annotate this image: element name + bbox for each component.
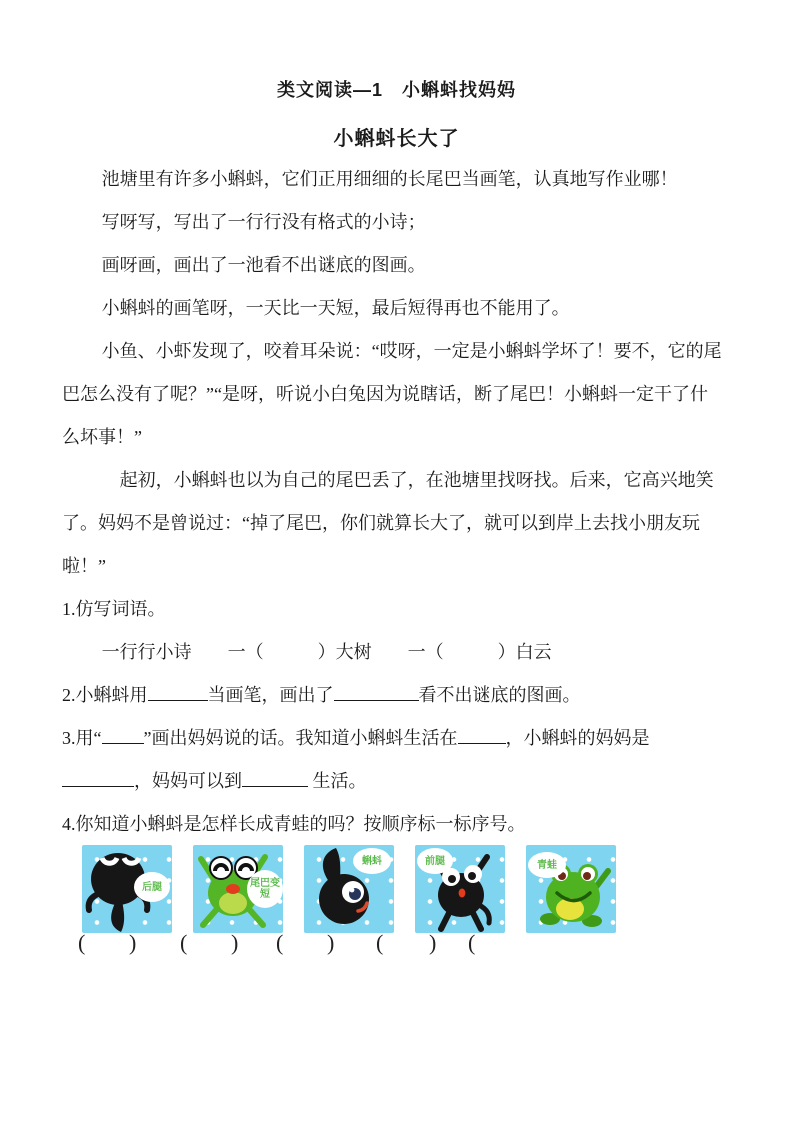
answer-paren: ) <box>231 930 239 955</box>
stage-card-tadpole <box>304 845 394 933</box>
passage-paragraph: 画呀画，画出了一池看不出谜底的图画。 <box>101 255 426 275</box>
speech-bubble <box>417 848 453 874</box>
question-2-text: 看不出谜底的图画。 <box>418 685 581 705</box>
stage-label: 蝌蚪 <box>362 855 382 867</box>
fill-in-blank <box>148 683 208 701</box>
speech-bubble <box>134 872 170 902</box>
fill-in-blank <box>334 683 419 701</box>
stage-label: 青蛙 <box>537 859 557 871</box>
passage-paragraph: 起初，小蝌蚪也以为自己的尾巴丢了，在池塘里找呀找。后来，它高兴地笑了。妈妈不是曾说过：“掉了尾巴，你们就算长大了，就可以到岸上去找小朋友玩啦！” <box>62 470 714 576</box>
stage-label: 后腿 <box>142 881 162 893</box>
answer-paren: ( <box>376 930 384 955</box>
fill-in-blank <box>102 726 144 744</box>
question-3-text: ，妈妈可以到 <box>134 771 242 791</box>
stage-card-front-legs <box>415 845 505 933</box>
answer-paren: ) <box>129 930 137 955</box>
answer-paren: ( <box>276 930 284 955</box>
question-4-label: 4.你知道小蝌蚪是怎样长成青蛙的吗？按顺序标一标序号。 <box>62 814 526 834</box>
stage-picture-strip <box>82 845 616 933</box>
speech-bubble <box>353 848 391 874</box>
answer-paren: ( <box>180 930 188 955</box>
speech-bubble <box>528 852 566 878</box>
stage-card-frog <box>526 845 616 933</box>
question-3-text: 生活。 <box>308 771 367 791</box>
stage-card-hind-legs <box>82 845 172 933</box>
stage-label: 尾巴变短 <box>250 878 280 900</box>
fill-in-blank <box>62 769 134 787</box>
fill-in-blank <box>242 769 308 787</box>
stage-card-tail-shorter <box>193 845 283 933</box>
question-3-text: ，小蝌蚪的妈妈是 <box>505 728 650 748</box>
answer-paren: ) <box>429 930 437 955</box>
question-2-text: 2.小蝌蚪用 <box>62 685 148 705</box>
answer-paren: ( <box>78 930 86 955</box>
answer-paren: ( <box>468 930 476 955</box>
page-title: 类文阅读—1 小蝌蚪找妈妈 <box>276 80 516 100</box>
passage-paragraph: 小蝌蚪的画笔呀，一天比一天短，最后短得再也不能用了。 <box>101 298 570 318</box>
answer-parentheses-row <box>0 930 793 970</box>
passage-title: 小蝌蚪长大了 <box>333 128 460 150</box>
passage-paragraph: 小鱼、小虾发现了，咬着耳朵说：“哎呀，一定是小蝌蚪学坏了！要不，它的尾巴怎么没有了呢？”“是呀，听说小白兔因为说瞎话，断了尾巴！小蝌蚪一定干了什么坏事！” <box>62 341 722 447</box>
passage-paragraph: 写呀写，写出了一行行没有格式的小诗； <box>101 212 426 232</box>
answer-paren: ) <box>327 930 335 955</box>
question-3 <box>62 717 722 803</box>
question-1-label: 1.仿写词语。 <box>62 599 166 619</box>
question-2 <box>62 674 722 717</box>
speech-bubble <box>247 870 283 908</box>
question-2-text: 当画笔，画出了 <box>207 685 334 705</box>
stage-label: 前腿 <box>425 855 445 867</box>
passage-paragraph: 池塘里有许多小蝌蚪，它们正用细细的长尾巴当画笔，认真地写作业哪！ <box>101 169 678 189</box>
question-3-text: ”画出妈妈说的话。我知道小蝌蚪生活在 <box>143 728 458 748</box>
question-3-text: 3.用“ <box>62 728 102 748</box>
fill-in-blank <box>458 726 506 744</box>
question-1-items: 一行行小诗 一（ ）大树 一（ ）白云 <box>101 642 552 662</box>
passage-and-questions <box>62 158 722 846</box>
